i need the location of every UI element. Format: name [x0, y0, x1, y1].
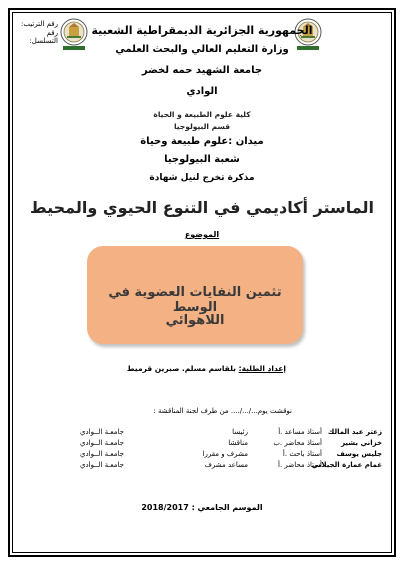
- academic-season: [0, 503, 404, 512]
- order-number-label: رقم الترتيب:: [21, 20, 58, 28]
- member-role: مناقشا: [228, 439, 248, 447]
- member-university: جامعـة الــوادي: [80, 450, 124, 458]
- faculty-name: كلية علوم الطبيعة و الحياة: [153, 110, 251, 119]
- city-name: الوادي: [186, 86, 218, 97]
- topic-title-line1: تثمين النفايات العضوية في الوسط: [108, 285, 282, 315]
- university-name: جامعة الشهيد حمه لخضر: [141, 65, 263, 76]
- topic-label: الموضوع: [184, 230, 220, 239]
- season-year: 2018/2017: [141, 503, 189, 512]
- discussion-date-line: نوقشت يوم.../.../.... من طرف لجنة المناقشة :: [153, 407, 292, 415]
- member-rank: أستاذ محاضر .أ: [278, 461, 322, 469]
- member-rank: أستاذ محاضر .ب: [273, 439, 322, 447]
- serial-number-label: رقم التسلسل:: [29, 29, 58, 45]
- member-name: جليس يوسف: [336, 450, 382, 458]
- season-label: الموسم الجامعي :: [191, 503, 263, 512]
- member-university: جامعـة الــوادي: [80, 428, 124, 436]
- students-names: بلقاسم مسلم. صبرين قرميط: [126, 364, 239, 373]
- memo-title: مذكرة تخرج لنيل شهادة: [149, 173, 255, 183]
- committee-row: [30, 439, 382, 450]
- member-name: زعتر عبد المالك: [327, 428, 382, 436]
- member-rank: أستاذ باحث .أ: [282, 450, 322, 458]
- member-university: جامعـة الــوادي: [80, 439, 124, 447]
- department-name: قسم البيولوجيا: [173, 122, 231, 131]
- member-role: رئيسا: [232, 428, 248, 436]
- member-role: مساعد مشرف: [204, 461, 248, 469]
- committee-row: [30, 461, 382, 472]
- republic-title: الجمهورية الجزائرية الديمقراطية الشعبية: [91, 24, 313, 37]
- field-name: ميدان :علوم طبيعة وحياة: [140, 136, 264, 147]
- committee-row: [30, 428, 382, 439]
- ministry-title: وزارة التعليم العالي والبحث العلمي: [115, 44, 289, 55]
- member-rank: أستاذ مساعد .أ: [278, 428, 322, 436]
- member-name: خزاني بشير: [341, 439, 382, 447]
- member-university: جامعـة الــوادي: [80, 461, 124, 469]
- committee-list: [30, 428, 382, 472]
- branch-name: شعبة البيولوجيا: [164, 154, 240, 165]
- member-role: مشرف و مقررا: [202, 450, 248, 458]
- committee-row: [30, 450, 382, 461]
- member-name: غمام عمارة الجيلاني: [311, 461, 382, 469]
- degree-title: الماستر أكاديمي في التنوع الحيوي والمحيط: [29, 198, 374, 217]
- topic-title-line2: اللاهوائي: [165, 313, 225, 328]
- preparation-line: [127, 364, 286, 373]
- preparation-label: إعداد الطلبة:: [238, 364, 286, 373]
